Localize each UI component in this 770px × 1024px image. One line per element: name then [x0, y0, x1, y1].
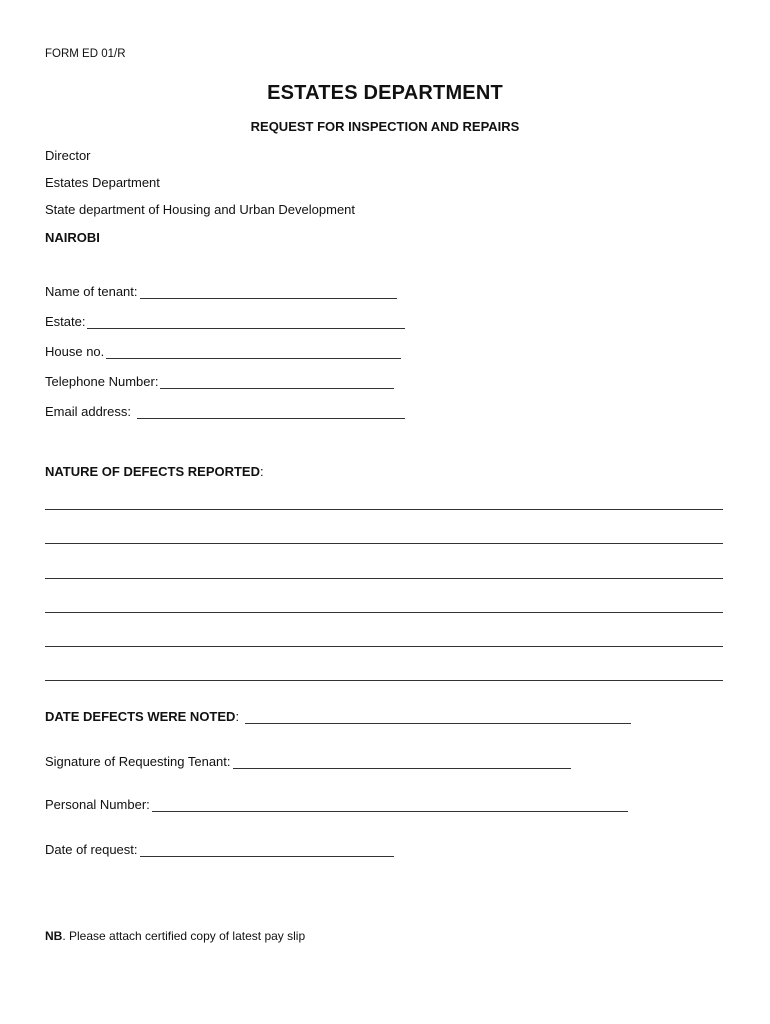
estate-blank[interactable]: [87, 316, 405, 329]
signature-blank[interactable]: [233, 756, 571, 769]
date-of-request-blank[interactable]: [140, 844, 394, 857]
page-title: ESTATES DEPARTMENT: [267, 82, 503, 104]
date-noted-colon: :: [235, 709, 240, 724]
date-of-request-label: Date of request:: [45, 842, 138, 857]
defect-line[interactable]: [45, 543, 723, 544]
footnote-text: . Please attach certified copy of latest pay slip: [62, 929, 306, 943]
footnote: [45, 929, 305, 943]
estate-field: [45, 314, 405, 329]
defect-line[interactable]: [45, 612, 723, 613]
defects-heading: [45, 464, 264, 479]
personal-number-field: [45, 797, 628, 812]
address-line-department: Estates Department: [45, 175, 160, 190]
signature-field: [45, 754, 571, 769]
date-of-request-field: [45, 842, 394, 857]
telephone-blank[interactable]: [160, 376, 394, 389]
house-no-field: [45, 344, 401, 359]
address-line-state-department: State department of Housing and Urban Development: [45, 202, 356, 217]
date-noted-label: DATE DEFECTS WERE NOTED: [45, 709, 236, 724]
date-noted-blank[interactable]: [245, 711, 631, 724]
email-blank[interactable]: [137, 406, 405, 419]
house-no-blank[interactable]: [106, 346, 401, 359]
tenant-name-blank[interactable]: [140, 286, 397, 299]
personal-number-blank[interactable]: [152, 799, 628, 812]
telephone-label: Telephone Number:: [45, 374, 159, 389]
form-code: FORM ED 01/R: [45, 48, 126, 60]
address-line-director: Director: [45, 148, 91, 163]
tenant-name-field: [45, 284, 397, 299]
address-city: NAIROBI: [45, 230, 100, 245]
defect-line[interactable]: [45, 646, 723, 647]
page-subtitle: REQUEST FOR INSPECTION AND REPAIRS: [250, 119, 520, 134]
defects-heading-text: NATURE OF DEFECTS REPORTED: [45, 464, 260, 479]
defects-heading-colon: :: [260, 464, 264, 479]
telephone-field: [45, 374, 394, 389]
footnote-prefix: NB: [45, 929, 63, 943]
defect-line[interactable]: [45, 509, 723, 510]
defect-line[interactable]: [45, 680, 723, 681]
defect-line[interactable]: [45, 578, 723, 579]
estate-label: Estate:: [45, 314, 86, 329]
date-noted-field: [45, 709, 631, 724]
tenant-name-label: Name of tenant:: [45, 284, 138, 299]
house-no-label: House no.: [45, 344, 105, 359]
personal-number-label: Personal Number:: [45, 797, 150, 812]
signature-label: Signature of Requesting Tenant:: [45, 754, 231, 769]
email-field: [45, 404, 405, 419]
email-label: Email address:: [45, 404, 131, 419]
